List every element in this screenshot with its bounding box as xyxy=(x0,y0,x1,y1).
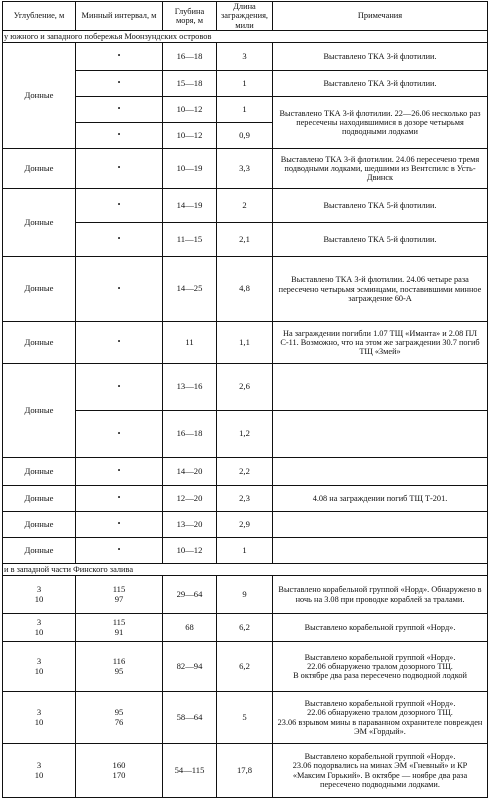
cell-sea-depth: 15—18 xyxy=(163,71,217,97)
cell-interval: • xyxy=(76,512,163,538)
cell-interval: 160 170 xyxy=(76,744,163,798)
cell-sea-depth: 11—15 xyxy=(163,223,217,257)
cell-sea-depth: 13—20 xyxy=(163,512,217,538)
cell-note: Выставлено ТКА 3-й флотилии. 24.06 четыре раза пересечено четырьмя эсминцами, поставившими минное заграждение 60-А xyxy=(273,257,488,322)
table-row xyxy=(3,512,488,538)
cell-depth: 3 10 xyxy=(3,614,76,642)
cell-depth: Донные xyxy=(3,149,76,189)
cell-interval: • xyxy=(76,189,163,223)
header-depth: Углубление, м xyxy=(3,2,76,31)
cell-length: 2,6 xyxy=(217,364,273,411)
cell-length: 3 xyxy=(217,43,273,71)
cell-note xyxy=(273,411,488,458)
cell-sea-depth: 14—20 xyxy=(163,458,217,486)
cell-interval: • xyxy=(76,71,163,97)
cell-sea-depth: 58—64 xyxy=(163,692,217,744)
cell-sea-depth: 68 xyxy=(163,614,217,642)
table-row xyxy=(3,486,488,512)
table-row xyxy=(3,322,488,364)
cell-length: 1 xyxy=(217,97,273,123)
table-row xyxy=(3,149,488,189)
cell-depth: Донные xyxy=(3,43,76,149)
cell-interval: • xyxy=(76,223,163,257)
cell-interval: 115 97 xyxy=(76,576,163,614)
cell-depth: Донные xyxy=(3,364,76,458)
cell-interval: • xyxy=(76,411,163,458)
section-title: и в западной части Финского залива xyxy=(3,564,488,576)
table-row xyxy=(3,411,488,458)
header-length: Длина заграждения, мили xyxy=(217,2,273,31)
table-row xyxy=(3,576,488,614)
cell-sea-depth: 10—12 xyxy=(163,123,217,149)
cell-depth: 3 10 xyxy=(3,744,76,798)
cell-sea-depth: 12—20 xyxy=(163,486,217,512)
cell-length: 2 xyxy=(217,189,273,223)
cell-length: 0,9 xyxy=(217,123,273,149)
cell-depth: Донные xyxy=(3,322,76,364)
cell-interval: • xyxy=(76,257,163,322)
table-row xyxy=(3,538,488,564)
cell-note xyxy=(273,538,488,564)
section-row xyxy=(3,564,488,576)
cell-length: 2,3 xyxy=(217,486,273,512)
cell-interval: 115 91 xyxy=(76,614,163,642)
cell-interval: • xyxy=(76,97,163,123)
cell-length: 1 xyxy=(217,71,273,97)
table-row xyxy=(3,189,488,223)
header-notes: Примечания xyxy=(273,2,488,31)
cell-note xyxy=(273,458,488,486)
cell-depth: 3 10 xyxy=(3,642,76,692)
cell-depth: Донные xyxy=(3,458,76,486)
cell-length: 5 xyxy=(217,692,273,744)
cell-note: На заграждении погибли 1.07 ТЩ «Иманта» и 2.08 ПЛ С-11. Возможно, что на этом же заграждении 30.7 погиб ТЩ «Змей» xyxy=(273,322,488,364)
cell-note: Выставлено корабельной группой «Норд». 23.06 подорвались на минах ЭМ «Гневный» и КР «Максим Горький». В октябре — ноябре два раза пересечено подводными лодками. xyxy=(273,744,488,798)
cell-sea-depth: 10—12 xyxy=(163,97,217,123)
minefield-table xyxy=(2,1,488,798)
cell-sea-depth: 14—25 xyxy=(163,257,217,322)
table-row xyxy=(3,71,488,97)
header-interval: Минный интервал, м xyxy=(76,2,163,31)
cell-length: 2,2 xyxy=(217,458,273,486)
cell-sea-depth: 10—12 xyxy=(163,538,217,564)
table-row xyxy=(3,744,488,798)
table-row xyxy=(3,97,488,123)
table-row xyxy=(3,257,488,322)
cell-note: Выставлено корабельной группой «Норд». 22.06 обнаружено тралом дозорного ТЩ. 23.06 взрывом мины в параванном охранителе поврежден ЭМ «Гордый». xyxy=(273,692,488,744)
cell-sea-depth: 29—64 xyxy=(163,576,217,614)
table-row xyxy=(3,692,488,744)
cell-interval: • xyxy=(76,149,163,189)
cell-note: Выставлено ТКА 3-й флотилии. xyxy=(273,43,488,71)
section-title: у южного и западного побережья Моонзундских островов xyxy=(3,31,488,43)
table-row xyxy=(3,43,488,71)
table-row xyxy=(3,614,488,642)
cell-depth: Донные xyxy=(3,257,76,322)
cell-depth: Донные xyxy=(3,538,76,564)
cell-note xyxy=(273,512,488,538)
cell-depth: Донные xyxy=(3,189,76,257)
cell-sea-depth: 82—94 xyxy=(163,642,217,692)
cell-interval: • xyxy=(76,123,163,149)
cell-sea-depth: 54—115 xyxy=(163,744,217,798)
cell-length: 4,8 xyxy=(217,257,273,322)
section-row xyxy=(3,31,488,43)
cell-sea-depth: 14—19 xyxy=(163,189,217,223)
cell-length: 6,2 xyxy=(217,642,273,692)
cell-length: 2,9 xyxy=(217,512,273,538)
cell-sea-depth: 10—19 xyxy=(163,149,217,189)
cell-depth: Донные xyxy=(3,512,76,538)
cell-note: Выставлено корабельной группой «Норд». Обнаружено в ночь на 3.08 при проводке кораблей за тралами. xyxy=(273,576,488,614)
cell-length: 1,2 xyxy=(217,411,273,458)
cell-interval: • xyxy=(76,43,163,71)
cell-interval: • xyxy=(76,458,163,486)
cell-length: 1,1 xyxy=(217,322,273,364)
cell-length: 9 xyxy=(217,576,273,614)
cell-length: 17,8 xyxy=(217,744,273,798)
cell-interval: 95 76 xyxy=(76,692,163,744)
cell-length: 2,1 xyxy=(217,223,273,257)
table-row xyxy=(3,223,488,257)
cell-sea-depth: 16—18 xyxy=(163,43,217,71)
cell-note: Выставлено ТКА 5-й флотилии. xyxy=(273,223,488,257)
cell-interval: • xyxy=(76,322,163,364)
cell-length: 3,3 xyxy=(217,149,273,189)
table-row xyxy=(3,364,488,411)
table-row xyxy=(3,458,488,486)
cell-interval: • xyxy=(76,486,163,512)
header-row xyxy=(3,2,488,31)
cell-sea-depth: 16—18 xyxy=(163,411,217,458)
cell-depth: 3 10 xyxy=(3,576,76,614)
cell-sea-depth: 11 xyxy=(163,322,217,364)
cell-length: 6,2 xyxy=(217,614,273,642)
cell-depth: Донные xyxy=(3,486,76,512)
cell-note: Выставлено ТКА 3-й флотилии. 24.06 пересечено тремя подводными лодками, шедшими из Вентспилс в Усть-Двинск xyxy=(273,149,488,189)
cell-note: 4.08 на заграждении погиб ТЩ Т-201. xyxy=(273,486,488,512)
cell-note: Выставлено ТКА 3-й флотилии. 22—26.06 несколько раз пересечены находившимися в дозоре четырьмя подводными лодками xyxy=(273,97,488,149)
cell-interval: 116 95 xyxy=(76,642,163,692)
cell-note xyxy=(273,364,488,411)
cell-interval: • xyxy=(76,364,163,411)
cell-length: 1 xyxy=(217,538,273,564)
cell-note: Выставлено корабельной группой «Норд». xyxy=(273,614,488,642)
cell-note: Выставлено корабельной группой «Норд». 22.06 обнаружено тралом дозорного ТЩ. В октябре два раза пересечено подводной лодкой xyxy=(273,642,488,692)
header-sea-depth: Глубина моря, м xyxy=(163,2,217,31)
cell-interval: • xyxy=(76,538,163,564)
cell-note: Выставлено ТКА 3-й флотилии. xyxy=(273,71,488,97)
cell-note: Выставлено ТКА 5-й флотилии. xyxy=(273,189,488,223)
table-row xyxy=(3,642,488,692)
cell-depth: 3 10 xyxy=(3,692,76,744)
cell-sea-depth: 13—16 xyxy=(163,364,217,411)
